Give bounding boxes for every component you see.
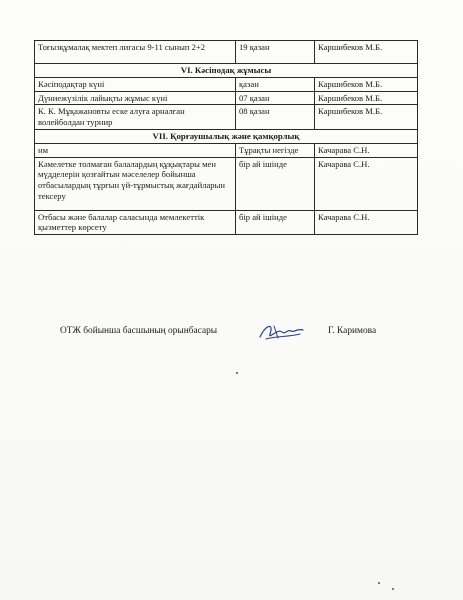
responsible-cell: Каршибеков М.Б. <box>315 91 418 105</box>
date-cell: бір ай ішінде <box>236 210 315 234</box>
responsible-cell: Качарава С.Н. <box>315 157 418 210</box>
scan-speck <box>378 582 380 584</box>
date-cell: бір ай ішінде <box>236 157 315 210</box>
section-row <box>35 64 418 78</box>
responsible-cell: Качарава С.Н. <box>315 210 418 234</box>
responsible-cell: Каршибеков М.Б. <box>315 105 418 129</box>
table-row <box>35 91 418 105</box>
date-cell: 07 қазан <box>236 91 315 105</box>
table-row <box>35 41 418 64</box>
date-cell: қазан <box>236 77 315 91</box>
table-row <box>35 105 418 129</box>
signature-block <box>0 320 463 344</box>
date-cell: 19 қазан <box>236 41 315 64</box>
signer-role: ОТЖ бойынша басшының орынбасары <box>60 326 218 336</box>
date-cell: 08 қазан <box>236 105 315 129</box>
plan-table <box>34 40 418 235</box>
event-cell: Кәмелетке толмаған балалардың құқықтары мен мүдделерін қозғайтын мәселелер бойынша отбасылардың тұрғын үй-тұрмыстық жағдайларын тексеру <box>35 157 236 210</box>
event-cell: нм <box>35 143 236 157</box>
table-row <box>35 77 418 91</box>
section-row <box>35 129 418 143</box>
signer-name: Г. Каримова <box>328 326 377 336</box>
scan-speck <box>392 588 394 590</box>
responsible-cell: Каршибеков М.Б. <box>315 77 418 91</box>
table-row <box>35 157 418 210</box>
responsible-cell: Качарава С.Н. <box>315 143 418 157</box>
event-cell: Тоғызқұмалақ мектеп лигасы 9-11 сынып 2+2 <box>35 41 236 64</box>
scan-speck <box>236 372 238 374</box>
section-title: VI. Кәсіподақ жұмысы <box>35 64 418 78</box>
event-cell: К. К. Мұқажановты еске алуға арналған волейболдан турнир <box>35 105 236 129</box>
event-cell: Кәсіподақтар күні <box>35 77 236 91</box>
signature-icon <box>256 320 308 346</box>
table-row <box>35 143 418 157</box>
event-cell: Дүниежүзілік лайықты жұмыс күні <box>35 91 236 105</box>
table-row <box>35 210 418 234</box>
date-cell: Тұрақты негізде <box>236 143 315 157</box>
event-cell: Отбасы және балалар саласында мемлекеттік қызметтер көрсету <box>35 210 236 234</box>
section-title: VII. Қорғаушылық және қамқорлық <box>35 129 418 143</box>
responsible-cell: Каршибеков М.Б. <box>315 41 418 64</box>
